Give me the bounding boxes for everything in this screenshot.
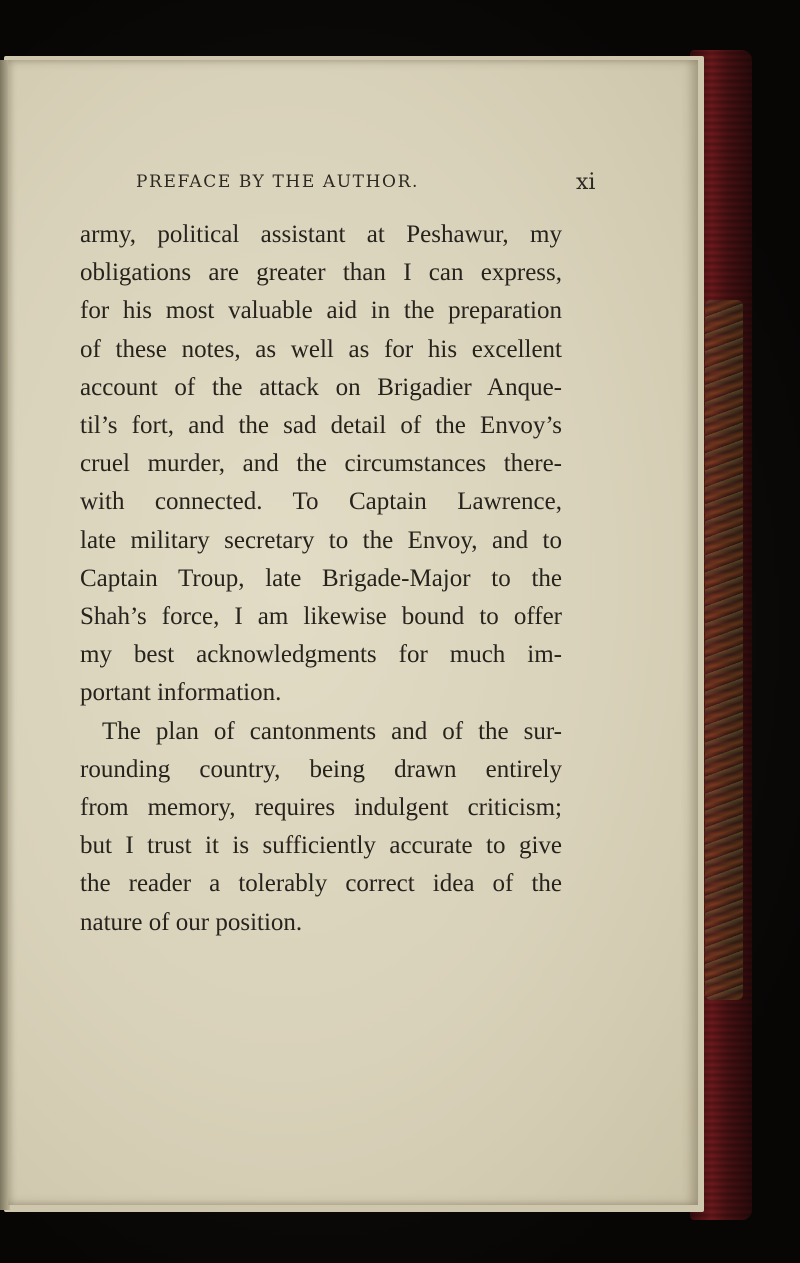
body-text: [80, 216, 562, 942]
text-line: cruel murder, and the circumstances there-: [80, 450, 562, 478]
text-line: rounding country, being drawn entirely: [80, 755, 562, 783]
marbled-endpaper: [705, 300, 743, 1000]
text-line: my best acknowledgments for much im-: [80, 641, 562, 669]
text-line: late military secretary to the Envoy, and to: [80, 526, 562, 554]
text-line: with connected. To Captain Lawrence,: [80, 488, 562, 516]
text-line: The plan of cantonments and of the sur-: [102, 717, 562, 745]
page-number: xi: [576, 170, 596, 195]
paragraph-1: [80, 216, 562, 713]
text-line: army, political assistant at Peshawur, my: [80, 221, 562, 248]
text-line: Shah’s force, I am likewise bound to offer: [80, 603, 562, 631]
text-line: of these notes, as well as for his excellent: [80, 335, 562, 363]
text-line: for his most valuable aid in the preparation: [80, 297, 562, 325]
running-title: PREFACE BY THE AUTHOR.: [136, 172, 419, 192]
paragraph-2: [80, 713, 562, 942]
text-line: from memory, requires indulgent criticism;: [80, 794, 562, 822]
text-line: nature of our position.: [80, 908, 303, 936]
text-line: the reader a tolerably correct idea of the: [80, 870, 562, 898]
text-line: account of the attack on Brigadier Anque-: [80, 373, 562, 401]
text-line: but I trust it is sufficiently accurate to give: [80, 832, 562, 860]
text-line: til’s fort, and the sad detail of the Envoy’s: [80, 412, 562, 440]
text-line: obligations are greater than I can express,: [80, 259, 562, 287]
text-line: portant information.: [80, 679, 282, 707]
text-line: Captain Troup, late Brigade-Major to the: [80, 564, 562, 592]
